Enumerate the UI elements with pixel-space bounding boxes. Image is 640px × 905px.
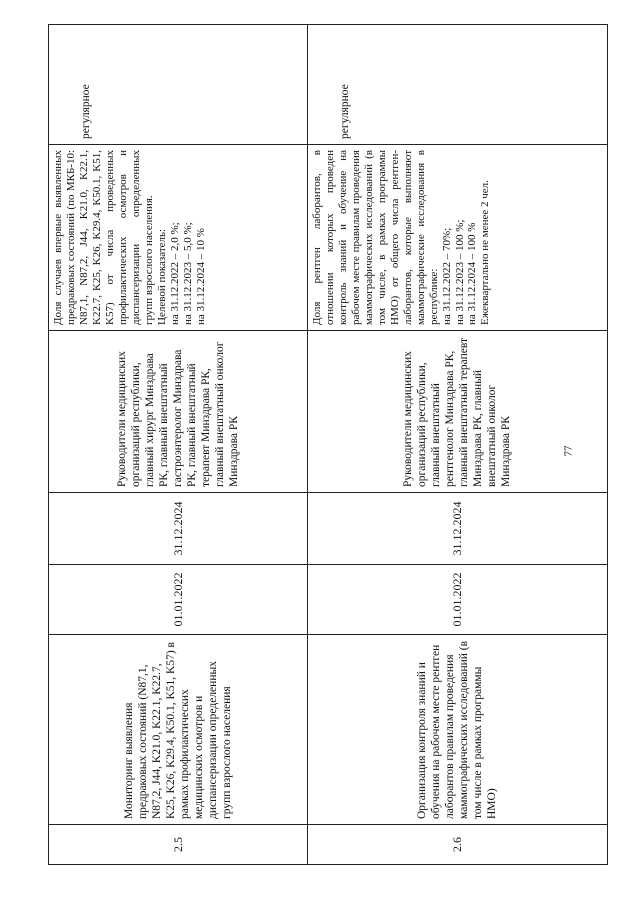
indicator-line: на 31.12.2022 – 70%; bbox=[440, 227, 453, 325]
measure-name: Организация контроля знаний и обучения на рабочем месте рентген лаборантов правилам проведения маммографических исследований (в том числе в рамках программы НМО) bbox=[307, 635, 607, 825]
indicator-line: Доля случаев впервые выявленных предраковых состояний (по МКБ-10: N87,1, N87,2, J44, K21.0, K22.1, K22.7, K25, K26, K29.4, K50.1, K51, K57) от числа проведенных профилактических осмотров и диспансеризации определенных групп взрослого населения. bbox=[52, 150, 155, 325]
indicator-line: на 31.12.2023 – 5,0 %; bbox=[181, 222, 194, 325]
action-plan-table bbox=[48, 24, 608, 865]
responsible-persons: Руководители медицинских организаций республики, главный хирург Минздрава РК, главный внештатный гастроэнтеролог Минздрава РК, главный внештатный терапевт Минздрава РК, главный внештатный онколог Минздрава РК bbox=[49, 331, 308, 493]
periodicity: регулярное bbox=[307, 25, 607, 145]
table-row bbox=[49, 25, 308, 865]
start-date: 01.01.2022 bbox=[49, 565, 308, 635]
rotated-table-page bbox=[48, 25, 608, 865]
start-date: 01.01.2022 bbox=[307, 565, 607, 635]
target-indicator bbox=[307, 145, 607, 331]
table-row bbox=[307, 25, 607, 865]
indicator-line: на 31.12.2024 – 100 % bbox=[466, 222, 479, 325]
end-date: 31.12.2024 bbox=[307, 493, 607, 565]
indicator-line: Доля рентген лаборантов, в отношении которых проведен контроль знаний и обучение на рабочем месте правилам проведения маммографических исследований (в том числе, в рамках программы НМО) от общего числа рентген-лаборантов, которые выполняют маммографические исследования в республике: bbox=[310, 150, 440, 325]
end-date: 31.12.2024 bbox=[49, 493, 308, 565]
responsible-persons: Руководители медицинских организаций республики, главный внештатный рентгенолог Минздрава РК, главный внештатный терапевт Минздрава РК, главный внештатный онколог Минздрава РК bbox=[307, 331, 607, 493]
row-number: 2.6 bbox=[307, 825, 607, 865]
indicator-line: на 31.12.2024 – 10 % bbox=[194, 228, 207, 325]
indicator-line: Ежеквартально не менее 2 чел. bbox=[479, 180, 492, 325]
indicator-line: на 31.12.2023 – 100 %; bbox=[453, 219, 466, 325]
indicator-line: Целевой показатель: bbox=[155, 228, 168, 325]
indicator-line: на 31.12.2022 – 2,0 %; bbox=[168, 222, 181, 325]
row-number: 2.5 bbox=[49, 825, 308, 865]
periodicity: регулярное bbox=[49, 25, 308, 145]
target-indicator bbox=[49, 145, 308, 331]
measure-name: Мониторинг выявления предраковых состояний (N87,1, N87,2, J44, K21.0, K22.1, K22.7, K25, K26, K29.4, K50.1, K51, K57) в рамках профилактических медицинских осмотров и диспансеризации определенных групп взрослого населения bbox=[49, 635, 308, 825]
page-number: 77 bbox=[562, 445, 575, 457]
